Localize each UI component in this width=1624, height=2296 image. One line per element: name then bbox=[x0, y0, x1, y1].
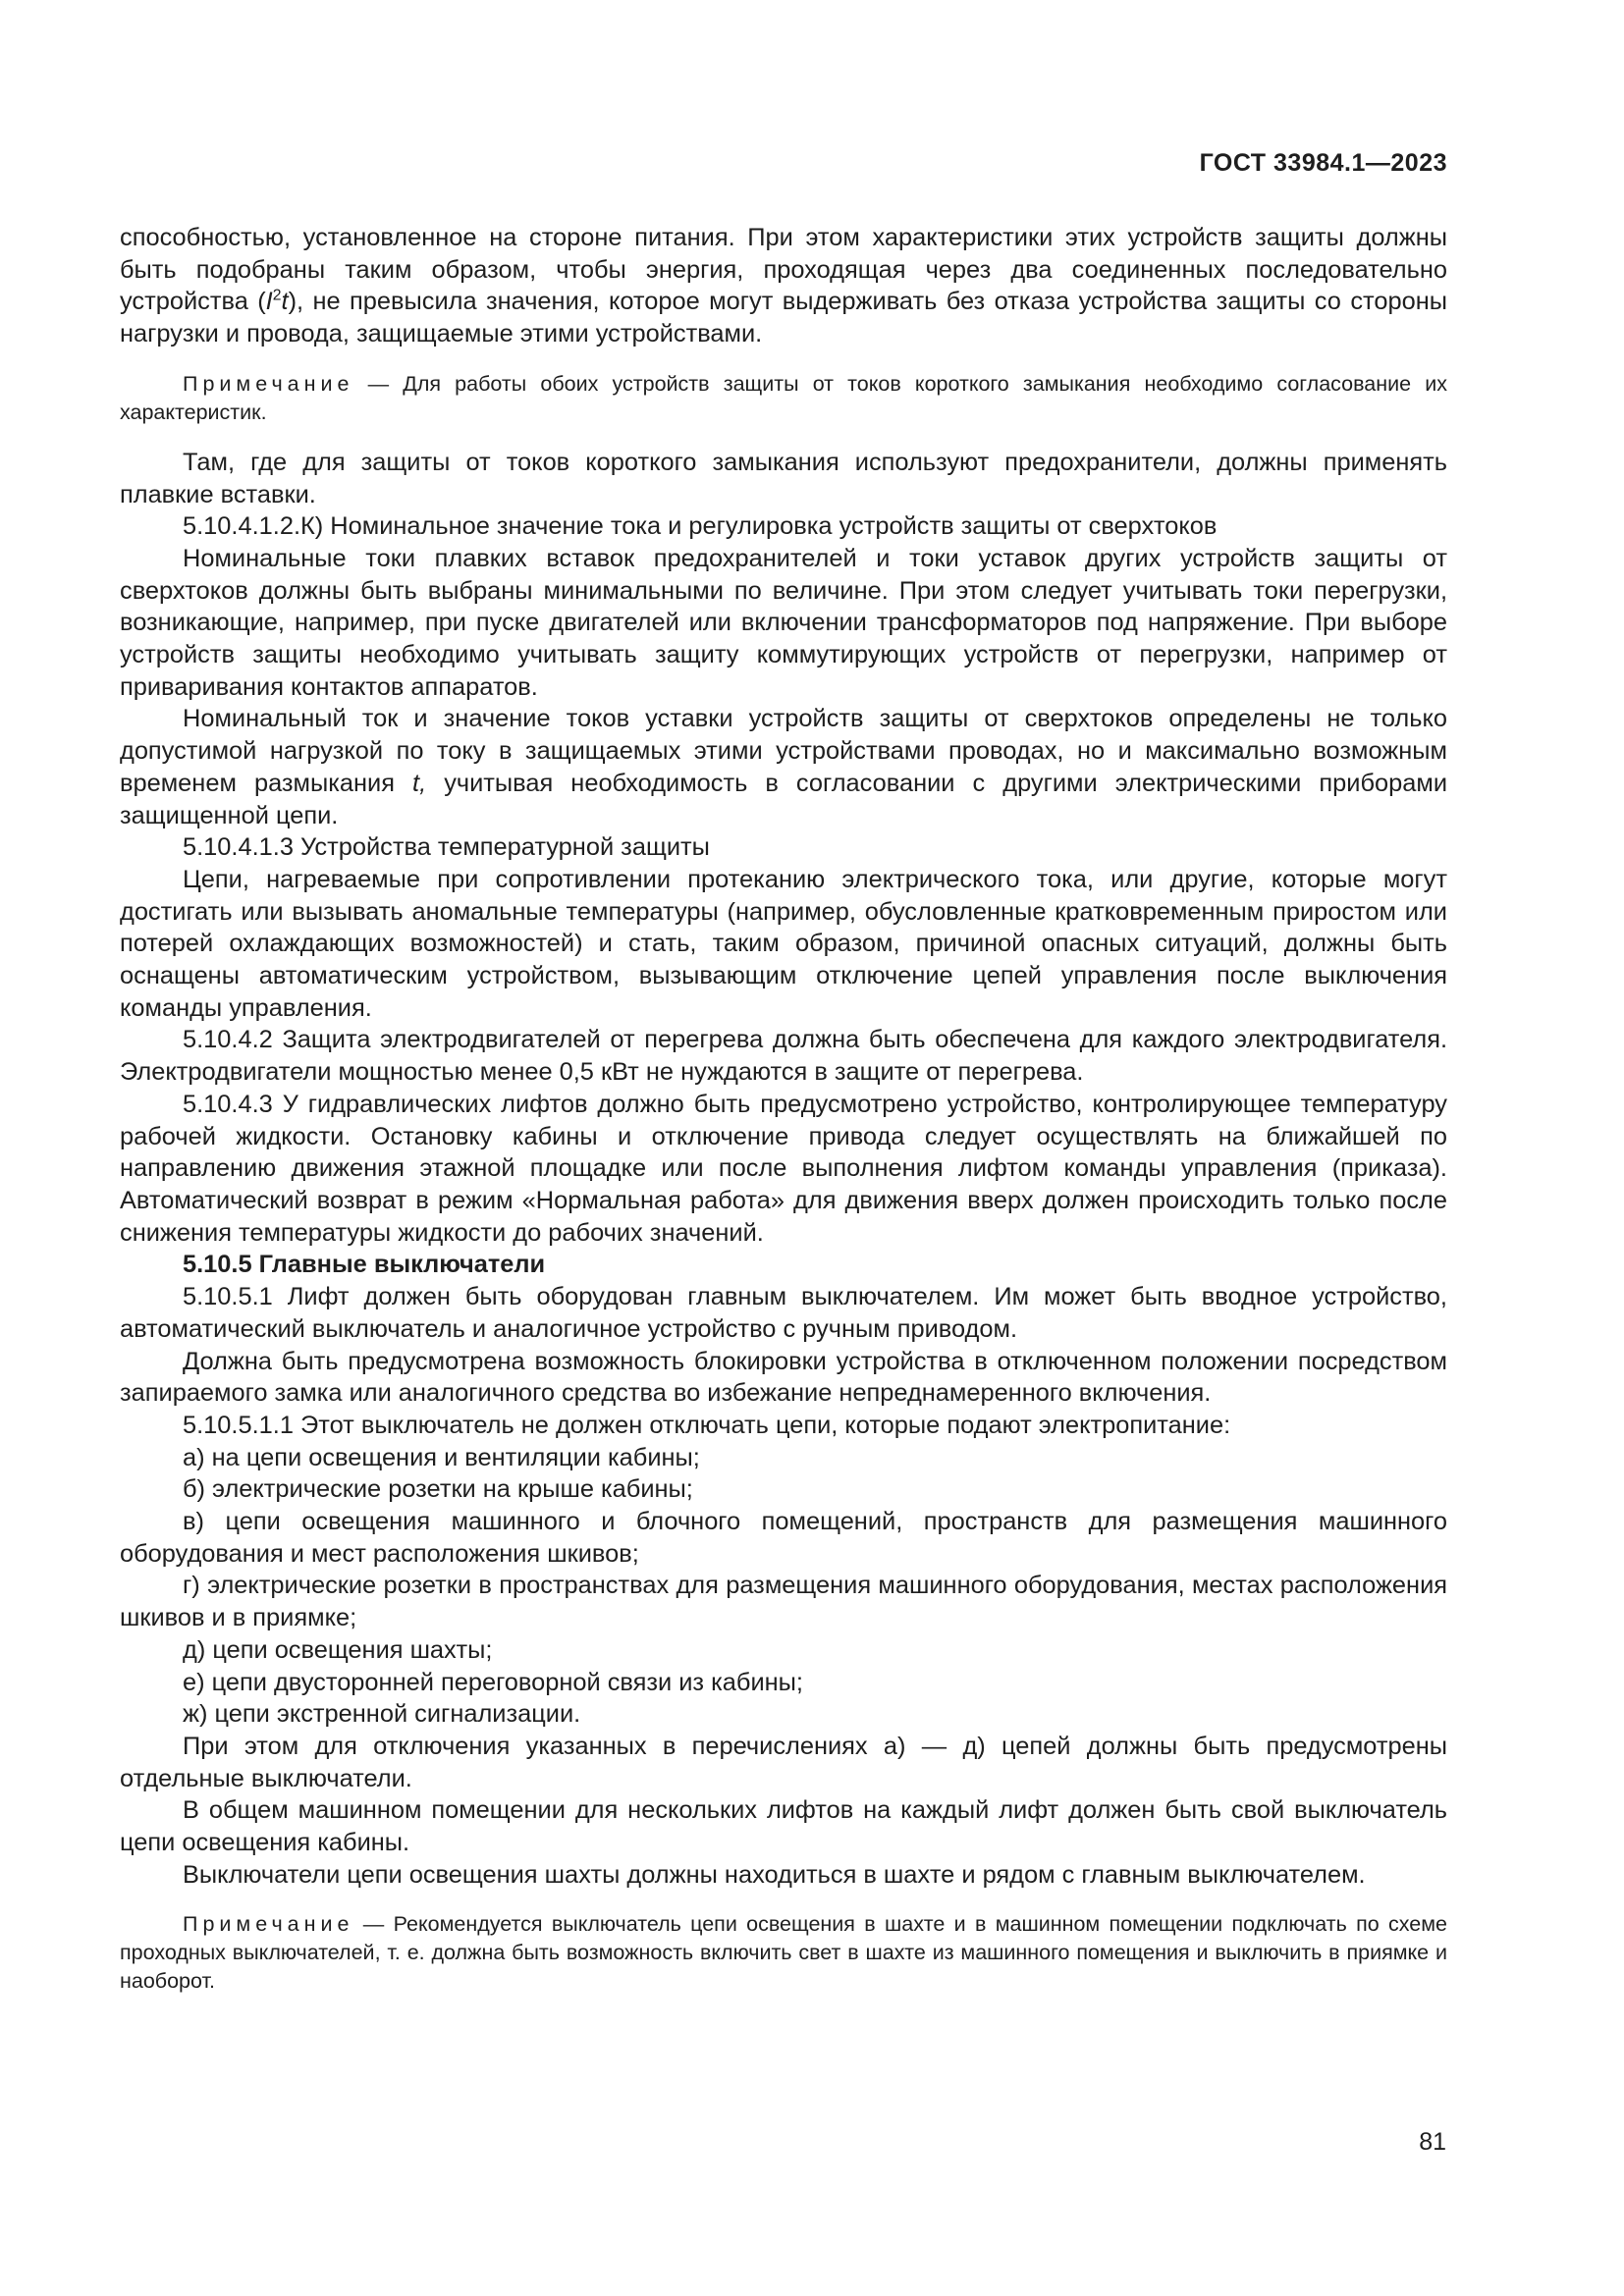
paragraph: Цепи, нагреваемые при сопротивлении протеканию электрического тока, или другие, которые могут достигать или вызывать аномальные температуры (например, обусловленные кратковременным приростом или потерей охлаждающих возможностей) и стать, таким образом, причиной опасных ситуаций, должны быть оснащены автоматическим устройством, вызывающим отключение цепей управления после выключения команды управления. bbox=[120, 865, 1447, 1022]
list-item: ж) цепи экстренной сигнализации. bbox=[183, 1700, 581, 1729]
note-2 bbox=[120, 1910, 1447, 1996]
note-text: — Рекомендуется выключатель цепи освещения в шахте и в машинном помещении подключать по схеме проходных выключателей, т. е. должна быть возможность включить свет в шахте из машинного помещения и выключить в приямке и наоборот. bbox=[120, 1912, 1447, 1994]
formula-i: I bbox=[265, 288, 273, 316]
paragraph: Там, где для защиты от токов короткого замыкания используют предохранители, должны применять плавкие вставки. bbox=[120, 448, 1447, 508]
list-item: а) на цепи освещения и вентиляции кабины; bbox=[183, 1443, 700, 1471]
paragraph: Выключатели цепи освещения шахты должны находиться в шахте и рядом с главным выключателем. bbox=[183, 1860, 1366, 1889]
paragraph-continuation bbox=[120, 222, 1447, 350]
formula-t: t, bbox=[412, 769, 427, 797]
formula-t: t bbox=[281, 288, 289, 316]
note-text: — Для работы обоих устройств защиты от токов короткого замыкания необходимо согласование их характеристик. bbox=[120, 371, 1447, 424]
list-item: д) цепи освещения шахты; bbox=[183, 1635, 493, 1664]
text: Номинальный ток и значение токов уставки устройств защиты от сверхтоков определены не только допустимой нагрузкой по току в защищаемых этими устройствами проводах, но и максимально возможным временем размыкания bbox=[120, 705, 1447, 797]
formula-exponent: 2 bbox=[272, 287, 282, 304]
clause-heading: 5.10.4.1.3 Устройства температурной защиты bbox=[183, 833, 710, 862]
list-item: г) электрические розетки в пространствах для размещения машинного оборудования, местах расположения шкивов и в приямке; bbox=[120, 1572, 1447, 1632]
list-item: е) цепи двусторонней переговорной связи из кабины; bbox=[183, 1668, 803, 1696]
note-label: Примечание bbox=[183, 371, 354, 396]
list-item: в) цепи освещения машинного и блочного помещений, пространств для размещения машинного оборудования и мест расположения шкивов; bbox=[120, 1508, 1447, 1568]
paragraph bbox=[120, 703, 1447, 831]
list-item: б) электрические розетки на крыше кабины; bbox=[183, 1475, 693, 1504]
paragraph: 5.10.4.3 У гидравлических лифтов должно быть предусмотрено устройство, контролирующее температуру рабочей жидкости. Остановку кабины и отключение привода следует осуществлять на ближайшей по направлению движения этажной площадке или после выполнения лифтом команды управления (приказа). Автоматический возврат в режим «Нормальная работа» для движения вверх должен происходить только после снижения температуры жидкости до рабочих значений. bbox=[120, 1090, 1447, 1247]
paragraph: При этом для отключения указанных в перечислениях а) — д) цепей должны быть предусмотрены отдельные выключатели. bbox=[120, 1732, 1447, 1792]
text: способностью, установленное на стороне питания. При этом характеристики этих устройств защиты должны быть подобраны таким образом, чтобы энергия, проходящая через два соединенных последовательно устройства ( bbox=[120, 224, 1447, 316]
paragraph: 5.10.5.1 Лифт должен быть оборудован главным выключателем. Им может быть вводное устройство, автоматический выключатель и аналогичное устройство с ручным приводом. bbox=[120, 1283, 1447, 1343]
paragraph: Должна быть предусмотрена возможность блокировки устройства в отключенном положении посредством запираемого замка или аналогичного средства во избежание непреднамеренного включения. bbox=[120, 1347, 1447, 1408]
paragraph: Номинальные токи плавких вставок предохранителей и токи уставок других устройств защиты от сверхтоков должны быть выбраны минимальными по величине. При этом следует учитывать токи перегрузки, возникающие, например, при пуске двигателей или включении трансформаторов под напряжение. При выборе устройств защиты необходимо учитывать защиту коммутирующих устройств от перегрузки, например от приваривания контактов аппаратов. bbox=[120, 544, 1447, 701]
paragraph: В общем машинном помещении для нескольких лифтов на каждый лифт должен быть свой выключатель цепи освещения кабины. bbox=[120, 1796, 1447, 1857]
standard-header: ГОСТ 33984.1—2023 bbox=[1199, 149, 1447, 177]
paragraph: 5.10.5.1.1 Этот выключатель не должен отключать цепи, которые подают электропитание: bbox=[183, 1411, 1231, 1439]
page-number: 81 bbox=[1419, 2128, 1446, 2156]
note-label: Примечание bbox=[183, 1912, 354, 1937]
paragraph: 5.10.4.2 Защита электродвигателей от перегрева должна быть обеспечена для каждого электродвигателя. Электродвигатели мощностью менее 0,5 кВт не нуждаются в защите от перегрева. bbox=[120, 1026, 1447, 1087]
page-body bbox=[120, 222, 1447, 1996]
note-1 bbox=[120, 370, 1447, 427]
section-heading: 5.10.5 Главные выключатели bbox=[183, 1251, 546, 1279]
text: ), не превысила значения, которое могут выдерживать без отказа устройства защиты со стороны нагрузки и провода, защищаемые этими устройствами. bbox=[120, 288, 1447, 348]
text: учитывая необходимость в согласовании с другими электрическими приборами защищенной цепи. bbox=[120, 769, 1448, 829]
clause-heading: 5.10.4.1.2.К) Номинальное значение тока и регулировка устройств защиты от сверхтоков bbox=[183, 512, 1218, 541]
